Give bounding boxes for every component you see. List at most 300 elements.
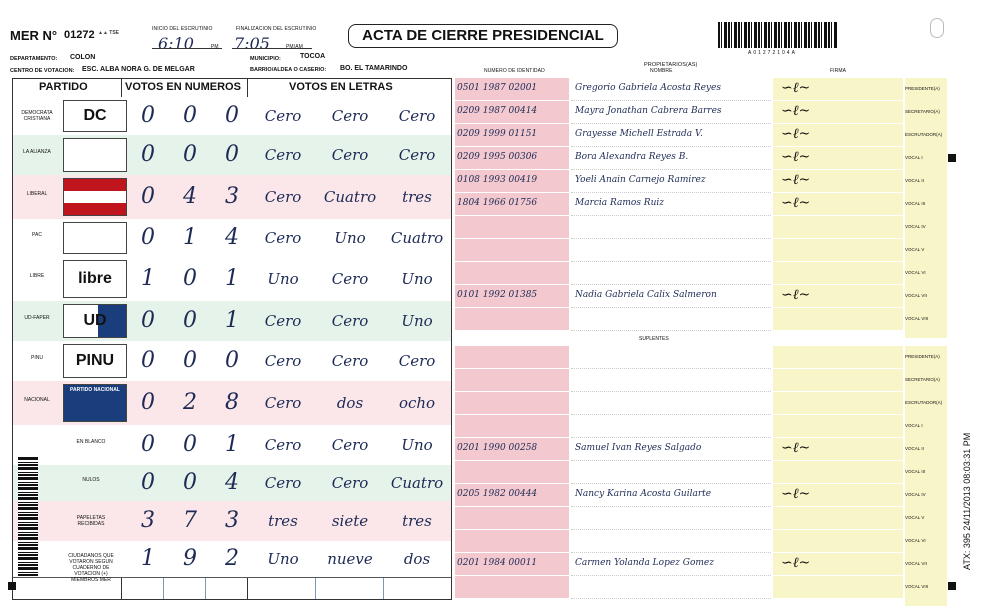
vote-word: Cero <box>264 436 302 454</box>
member-name-cell <box>571 507 771 530</box>
member-id-cell <box>455 484 569 507</box>
vote-word: Cero <box>331 146 369 164</box>
vote-word: Cuatro <box>390 474 444 492</box>
member-signature <box>773 530 903 553</box>
member-role: VOCAL V <box>905 507 947 538</box>
member-signature <box>773 553 903 576</box>
member-name-cell <box>571 101 771 124</box>
member-role: VOCAL VI <box>905 530 947 561</box>
vote-word: tres <box>402 512 432 530</box>
party-name: PAPELETAS RECIBIDAS <box>76 515 106 527</box>
suplentes-label: SUPLENTES <box>639 336 669 342</box>
member-row <box>455 576 947 598</box>
vote-digit: 0 <box>141 308 155 333</box>
party-row <box>13 257 451 302</box>
vote-word: Uno <box>267 270 299 288</box>
signature-scribble: ∽ℓ~ <box>781 126 811 142</box>
member-id: 0101 1992 01385 <box>457 290 538 300</box>
vote-digit: 0 <box>141 432 155 457</box>
centro-label: CENTRO DE VOTACION: <box>10 68 75 74</box>
member-id-cell <box>455 507 569 530</box>
member-row <box>455 101 947 123</box>
vote-digit: 0 <box>141 225 155 250</box>
party-logo <box>63 138 127 172</box>
side-barcode <box>18 456 38 576</box>
member-row <box>455 216 947 238</box>
member-signature <box>773 147 903 170</box>
member-role: VOCAL III <box>905 461 947 492</box>
signature-scribble: ∽ℓ~ <box>781 80 811 96</box>
member-row <box>455 239 947 261</box>
member-name: Nadia Gabriela Calix Salmeron <box>575 290 717 300</box>
member-id <box>455 308 569 313</box>
signature-scribble: ∽ℓ~ <box>781 555 811 571</box>
member-role: VOCAL III <box>905 193 947 224</box>
vote-digit: 3 <box>225 184 239 209</box>
party-logo <box>63 344 127 378</box>
member-id: 0201 1984 00011 <box>457 558 538 568</box>
vote-digit: 0 <box>183 308 197 333</box>
vote-digit: 1 <box>225 266 239 291</box>
member-role: VOCAL V <box>905 239 947 270</box>
vote-word: Cero <box>264 474 302 492</box>
party-logo-text: UD <box>83 312 107 329</box>
member-id-cell <box>455 369 569 392</box>
vote-digit: 0 <box>225 142 239 167</box>
member-id-cell <box>455 285 569 308</box>
member-name-cell <box>571 553 771 576</box>
member-row <box>455 346 947 368</box>
member-id: 0209 1987 00414 <box>457 106 538 116</box>
member-row <box>455 78 947 100</box>
member-signature <box>773 415 903 438</box>
member-role: VOCAL VII <box>905 285 947 316</box>
member-name-cell <box>571 461 771 484</box>
vote-digit: 1 <box>141 546 155 571</box>
member-name: Bora Alexandra Reyes B. <box>575 152 689 162</box>
party-logo <box>63 384 127 422</box>
member-name <box>571 262 771 267</box>
member-name-cell <box>571 438 771 461</box>
member-row <box>455 461 947 483</box>
vote-digit: 4 <box>183 184 197 209</box>
party-name: LIBRE <box>29 273 45 279</box>
party-name: LA ALIANZA <box>23 149 51 155</box>
total-row <box>13 541 451 583</box>
signature-scribble: ∽ℓ~ <box>781 287 811 303</box>
member-id <box>455 392 569 397</box>
vote-word: Uno <box>401 436 433 454</box>
member-row <box>455 392 947 414</box>
member-name-cell <box>571 484 771 507</box>
party-logo-text: PINU <box>75 352 115 369</box>
header-barcode <box>718 22 838 48</box>
member-row <box>455 369 947 391</box>
vote-digit: 7 <box>183 508 197 533</box>
vote-digit: 0 <box>183 432 197 457</box>
vote-digit: 1 <box>141 266 155 291</box>
member-name-cell <box>571 392 771 415</box>
member-signature <box>773 369 903 392</box>
signature-scribble: ∽ℓ~ <box>781 440 811 456</box>
vote-word: Cero <box>264 352 302 370</box>
vote-word: Cero <box>331 436 369 454</box>
vote-word: dos <box>403 550 431 568</box>
member-row <box>455 438 947 460</box>
member-name <box>571 392 771 397</box>
departamento-value: COLON <box>70 54 96 61</box>
member-name: Carmen Yolanda Lopez Gomez <box>575 558 714 568</box>
member-row <box>455 147 947 169</box>
member-id-cell <box>455 415 569 438</box>
inicio-value: 6:10 <box>158 34 194 53</box>
vote-word: tres <box>402 188 432 206</box>
party-name: DEMOCRATA CRISTIANA <box>21 110 53 122</box>
member-role: VOCAL VII <box>905 553 947 584</box>
hole-top-right <box>930 18 944 38</box>
signature-scribble: ∽ℓ~ <box>781 195 811 211</box>
votes-table-header <box>13 79 451 98</box>
footer-stamp: ATX: 395 24/11/2013 08:03:31 PM <box>962 432 972 570</box>
member-id-cell <box>455 147 569 170</box>
party-row <box>13 381 451 426</box>
vote-word: Cero <box>264 188 302 206</box>
owners-header: PROPIETARIOS(AS) <box>644 62 698 68</box>
vote-word: ocho <box>398 394 436 412</box>
member-signature <box>773 576 903 599</box>
member-name <box>571 530 771 535</box>
member-name <box>571 239 771 244</box>
member-signature <box>773 308 903 331</box>
member-name <box>571 346 771 351</box>
member-id: 1804 1966 01756 <box>457 198 538 208</box>
member-id-cell <box>455 392 569 415</box>
vote-word: Cero <box>264 312 302 330</box>
vote-word: tres <box>268 512 298 530</box>
member-id-cell <box>455 530 569 553</box>
member-id-cell <box>455 193 569 216</box>
vote-digit: 0 <box>225 103 239 128</box>
votos-numeros-header: VOTOS EN NUMEROS <box>125 81 241 93</box>
member-id <box>455 216 569 221</box>
member-id <box>455 461 569 466</box>
party-row <box>13 301 451 342</box>
member-signature <box>773 285 903 308</box>
vote-digit: 2 <box>183 390 197 415</box>
member-row <box>455 553 947 575</box>
member-role: VOCAL IV <box>905 484 947 515</box>
member-name <box>571 216 771 221</box>
member-id: 0209 1995 00306 <box>457 152 538 162</box>
members-grid <box>455 74 947 598</box>
document-title: ACTA DE CIERRE PRESIDENCIAL <box>348 24 618 48</box>
vote-word: Cero <box>264 146 302 164</box>
member-row <box>455 193 947 215</box>
member-signature <box>773 78 903 101</box>
vote-digit: 0 <box>225 348 239 373</box>
member-row <box>455 124 947 146</box>
member-signature <box>773 170 903 193</box>
member-name <box>571 415 771 420</box>
party-logo <box>63 178 127 216</box>
vote-word: Cero <box>398 352 436 370</box>
total-row <box>13 501 451 542</box>
member-name-cell <box>571 576 771 599</box>
vote-word: Cero <box>264 394 302 412</box>
total-row <box>13 465 451 502</box>
fin-value: 7:05 <box>234 34 270 53</box>
departamento-label: DEPARTAMENTO: <box>10 56 58 62</box>
member-name <box>571 576 771 581</box>
member-id <box>455 415 569 420</box>
tse-logo: ▲▲ TSE <box>98 30 120 36</box>
member-signature <box>773 262 903 285</box>
member-role: SECRETARIO(A) <box>905 101 947 132</box>
vote-digit: 0 <box>141 142 155 167</box>
member-id: 0201 1990 00258 <box>457 443 538 453</box>
mark-right-1 <box>948 154 956 162</box>
member-id <box>455 507 569 512</box>
vote-word: Cero <box>331 270 369 288</box>
member-role: ESCRUTADOR(A) <box>905 392 947 423</box>
member-name: Grayesse Michell Estrada V. <box>575 129 703 139</box>
member-name: Yoeli Anain Carnejo Ramirez <box>575 175 706 185</box>
vote-digit: 1 <box>183 225 197 250</box>
vote-digit: 1 <box>225 432 239 457</box>
member-signature <box>773 438 903 461</box>
vote-digit: 0 <box>183 142 197 167</box>
member-row <box>455 308 947 330</box>
fin-underline <box>232 48 312 49</box>
member-signature <box>773 484 903 507</box>
vote-word: nueve <box>327 550 373 568</box>
member-name <box>571 461 771 466</box>
member-id: 0209 1999 01151 <box>457 129 538 139</box>
vote-digit: 0 <box>183 348 197 373</box>
vote-word: Cero <box>264 229 302 247</box>
barrio-value: BO. EL TAMARINDO <box>340 65 408 72</box>
member-id-cell <box>455 101 569 124</box>
barrio-label: BARRIO/ALDEA O CASERIO: <box>250 67 327 73</box>
member-id-cell <box>455 78 569 101</box>
vote-word: Cero <box>398 107 436 125</box>
party-name: PINU <box>31 355 43 361</box>
vote-digit: 0 <box>141 103 155 128</box>
member-row <box>455 530 947 552</box>
member-id <box>455 576 569 581</box>
vote-digit: 3 <box>225 508 239 533</box>
member-row <box>455 170 947 192</box>
party-name: NULOS <box>82 477 100 483</box>
member-name-cell <box>571 530 771 553</box>
mer-label: MER N° <box>10 28 58 43</box>
fin-ampm: PM/AM <box>286 44 303 50</box>
member-name: Nancy Karina Acosta Guilarte <box>575 489 712 499</box>
centro-value: ESC. ALBA NORA G. DE MELGAR <box>82 66 195 73</box>
member-name-cell <box>571 262 771 285</box>
party-logo <box>63 222 127 254</box>
votos-letras-header: VOTOS EN LETRAS <box>289 81 393 93</box>
mark-right-2 <box>948 582 956 590</box>
municipio-value: TOCOA <box>300 53 326 60</box>
member-id-cell <box>455 216 569 239</box>
vote-digit: 9 <box>183 546 197 571</box>
member-role: VOCAL IV <box>905 216 947 247</box>
vote-word: Cero <box>331 107 369 125</box>
member-id-cell <box>455 124 569 147</box>
vote-digit: 8 <box>225 390 239 415</box>
party-name: NACIONAL <box>24 397 50 403</box>
total-row <box>13 425 451 466</box>
member-name-cell <box>571 147 771 170</box>
vote-word: Cuatro <box>323 188 377 206</box>
member-name-cell <box>571 216 771 239</box>
party-row <box>13 219 451 258</box>
partido-header: PARTIDO <box>39 81 88 93</box>
member-id <box>455 262 569 267</box>
member-id-cell <box>455 438 569 461</box>
member-name-cell <box>571 415 771 438</box>
member-id: 0501 1987 02001 <box>457 83 538 93</box>
member-id-cell <box>455 576 569 599</box>
member-id-cell <box>455 461 569 484</box>
member-name <box>571 507 771 512</box>
member-id-cell <box>455 170 569 193</box>
member-id: 0205 1982 00444 <box>457 489 538 499</box>
vote-word: Cero <box>398 146 436 164</box>
vote-digit: 2 <box>225 546 239 571</box>
mer-number: 01272 <box>64 29 95 41</box>
party-logo-text: libre <box>78 270 112 287</box>
member-row <box>455 262 947 284</box>
party-name: UD-FAPER <box>24 315 50 321</box>
member-role: VOCAL I <box>905 415 947 446</box>
member-signature <box>773 193 903 216</box>
vote-digit: 3 <box>141 508 155 533</box>
vote-digit: 0 <box>141 390 155 415</box>
member-id <box>455 530 569 535</box>
member-name-cell <box>571 308 771 331</box>
vote-digit: 0 <box>141 348 155 373</box>
signature-scribble: ∽ℓ~ <box>781 172 811 188</box>
signature-scribble: ∽ℓ~ <box>781 486 811 502</box>
votes-table <box>12 78 452 600</box>
member-name-cell <box>571 170 771 193</box>
member-role: VOCAL VIII <box>905 576 947 607</box>
vote-word: Cero <box>331 474 369 492</box>
member-name: Samuel Ivan Reyes Salgado <box>575 443 702 453</box>
vote-word: dos <box>336 394 364 412</box>
vote-word: Uno <box>267 550 299 568</box>
vote-word: siete <box>331 512 369 530</box>
member-role: VOCAL VI <box>905 262 947 293</box>
member-id <box>455 346 569 351</box>
member-name <box>571 369 771 374</box>
member-row <box>455 415 947 437</box>
vote-digit: 0 <box>141 184 155 209</box>
party-logo <box>63 260 127 298</box>
member-signature <box>773 216 903 239</box>
vote-digit: 0 <box>183 266 197 291</box>
vote-word: Uno <box>401 270 433 288</box>
member-signature <box>773 507 903 530</box>
party-logo <box>63 304 127 338</box>
party-logo-text: PARTIDO NACIONAL <box>70 387 120 393</box>
vote-digit: 0 <box>141 470 155 495</box>
vote-word: Cero <box>331 312 369 330</box>
member-role: SECRETARIO(A) <box>905 369 947 400</box>
member-id-cell <box>455 553 569 576</box>
member-name: Marcia Ramos Ruiz <box>575 198 665 208</box>
vote-digit: 4 <box>225 470 239 495</box>
id-column-header: NUMERO DE IDENTIDAD <box>484 68 545 74</box>
header-barcode-text: A01272104A <box>748 50 797 56</box>
member-name <box>571 308 771 313</box>
vote-digit: 0 <box>183 103 197 128</box>
member-id <box>455 239 569 244</box>
municipio-label: MUNICIPIO: <box>250 56 281 62</box>
signature-scribble: ∽ℓ~ <box>781 103 811 119</box>
party-row <box>13 341 451 382</box>
signature-column-header: FIRMA <box>830 68 847 74</box>
inicio-label: INICIO DEL ESCRUTINIO <box>152 26 213 32</box>
member-name-cell <box>571 124 771 147</box>
member-role: VOCAL VIII <box>905 308 947 339</box>
mark-bottom-left <box>8 582 16 590</box>
party-row <box>13 175 451 220</box>
party-row <box>13 97 451 136</box>
party-logo <box>63 100 127 132</box>
member-name: Mayra Jonathan Cabrera Barres <box>575 106 722 116</box>
member-signature <box>773 392 903 415</box>
member-row <box>455 507 947 529</box>
party-name: LIBERAL <box>26 191 48 197</box>
vote-word: Cero <box>331 352 369 370</box>
member-id <box>455 369 569 374</box>
member-name-cell <box>571 193 771 216</box>
member-id-cell <box>455 262 569 285</box>
member-name: Gregorio Gabriela Acosta Reyes <box>575 83 721 93</box>
member-role: VOCAL I <box>905 147 947 178</box>
member-name-cell <box>571 78 771 101</box>
member-role: VOCAL II <box>905 170 947 201</box>
vote-digit: 1 <box>225 308 239 333</box>
member-signature <box>773 346 903 369</box>
party-row <box>13 135 451 176</box>
member-name-cell <box>571 239 771 262</box>
member-role: PRESIDENTE(A) <box>905 78 947 109</box>
member-row <box>455 285 947 307</box>
party-name: PAC <box>32 232 42 238</box>
fin-label: FINALIZACION DEL ESCRUTINIO <box>236 26 317 32</box>
member-id: 0108 1993 00419 <box>457 175 538 185</box>
member-signature <box>773 461 903 484</box>
vote-digit: 0 <box>183 470 197 495</box>
party-logo-text: DC <box>83 107 107 124</box>
member-signature <box>773 239 903 262</box>
vote-word: Cuatro <box>390 229 444 247</box>
member-row <box>455 484 947 506</box>
inicio-ampm: PM <box>211 44 219 50</box>
vote-word: Uno <box>334 229 366 247</box>
member-name-cell <box>571 346 771 369</box>
party-name: EN BLANCO <box>76 439 106 445</box>
member-id-cell <box>455 239 569 262</box>
member-id-cell <box>455 346 569 369</box>
inicio-underline <box>152 48 222 49</box>
vote-word: Cero <box>264 107 302 125</box>
name-column-header: NOMBRE <box>650 68 673 74</box>
